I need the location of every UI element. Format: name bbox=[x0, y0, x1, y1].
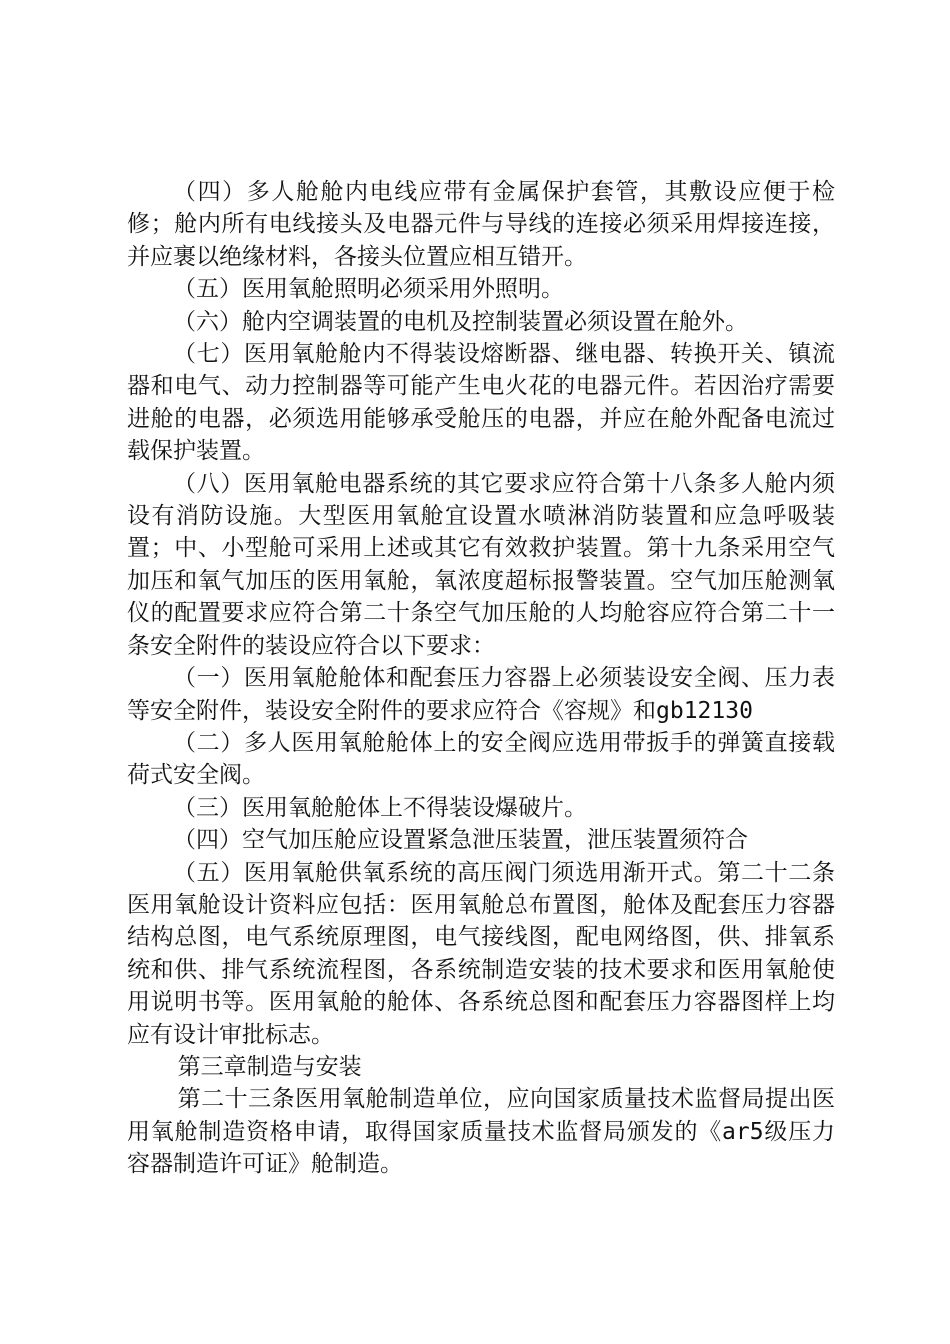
paragraph-air-conditioning: （六）舱内空调装置的电机及控制装置必须设置在舱外。 bbox=[173, 308, 748, 335]
paragraph-electrical-system: （八）医用氧舱电器系统的其它要求应符合第十八条多人舱内须设有消防设施。大型医用氧舱宜设置水喷淋消防装置和应急呼吸装置；中、小型舱可采用上述或其它有效救护装置。第十九条采用空气加压和氧气加压的医用氧舱，氧浓度超标报警装置。空气加压舱测氧仪的配置要求应符合第二十条空气加压舱的人均舱容应符合第二十一条安全附件的装设应符合以下要求： bbox=[127, 470, 835, 659]
document-page bbox=[127, 176, 835, 1181]
paragraph-electrical-components: （七）医用氧舱舱内不得装设熔断器、继电器、转换开关、镇流器和电气、动力控制器等可能产生电火花的电器元件。若因治疗需要进舱的电器，必须选用能够承受舱压的电器，并应在舱外配备电流过载保护装置。 bbox=[127, 341, 835, 465]
paragraph-safety-valves: （一）医用氧舱舱体和配套压力容器上必须装设安全阀、压力表等安全附件，装设安全附件的要求应符合《容规》和gb12130 bbox=[127, 665, 835, 724]
paragraph-spring-valve: （二）多人医用氧舱舱体上的安全阀应选用带扳手的弹簧直接载荷式安全阀。 bbox=[127, 729, 835, 789]
paragraph-pressure-relief: （四）空气加压舱应设置紧急泄压装置，泄压装置须符合 bbox=[173, 827, 748, 854]
chapter-heading: 第三章制造与安装 bbox=[177, 1053, 362, 1080]
paragraph-bursting-disc: （三）医用氧舱舱体上不得装设爆破片。 bbox=[173, 794, 587, 821]
paragraph-wiring: （四）多人舱舱内电线应带有金属保护套管，其敷设应便于检修；舱内所有电线接头及电器元件与导线的连接必须采用焊接连接，并应裹以绝缘材料，各接头位置应相互错开。 bbox=[127, 179, 835, 270]
paragraph-oxygen-supply: （五）医用氧舱供氧系统的高压阀门须选用渐开式。第二十二条医用氧舱设计资料应包括：医用氧舱总布置图，舱体及配套压力容器结构总图，电气系统原理图，电气接线图，配电网络图，供、排氧系统和供、排气系统流程图，各系统制造安装的技术要求和医用氧舱使用说明书等。医用氧舱的舱体、各系统总图和配套压力容器图样上均应有设计审批标志。 bbox=[127, 859, 835, 1048]
paragraph-lighting: （五）医用氧舱照明必须采用外照明。 bbox=[173, 276, 564, 303]
paragraph-manufacturing: 第二十三条医用氧舱制造单位，应向国家质量技术监督局提出医用氧舱制造资格申请，取得国家质量技术监督局颁发的《ar5级压力容器制造许可证》舱制造。 bbox=[127, 1086, 835, 1178]
